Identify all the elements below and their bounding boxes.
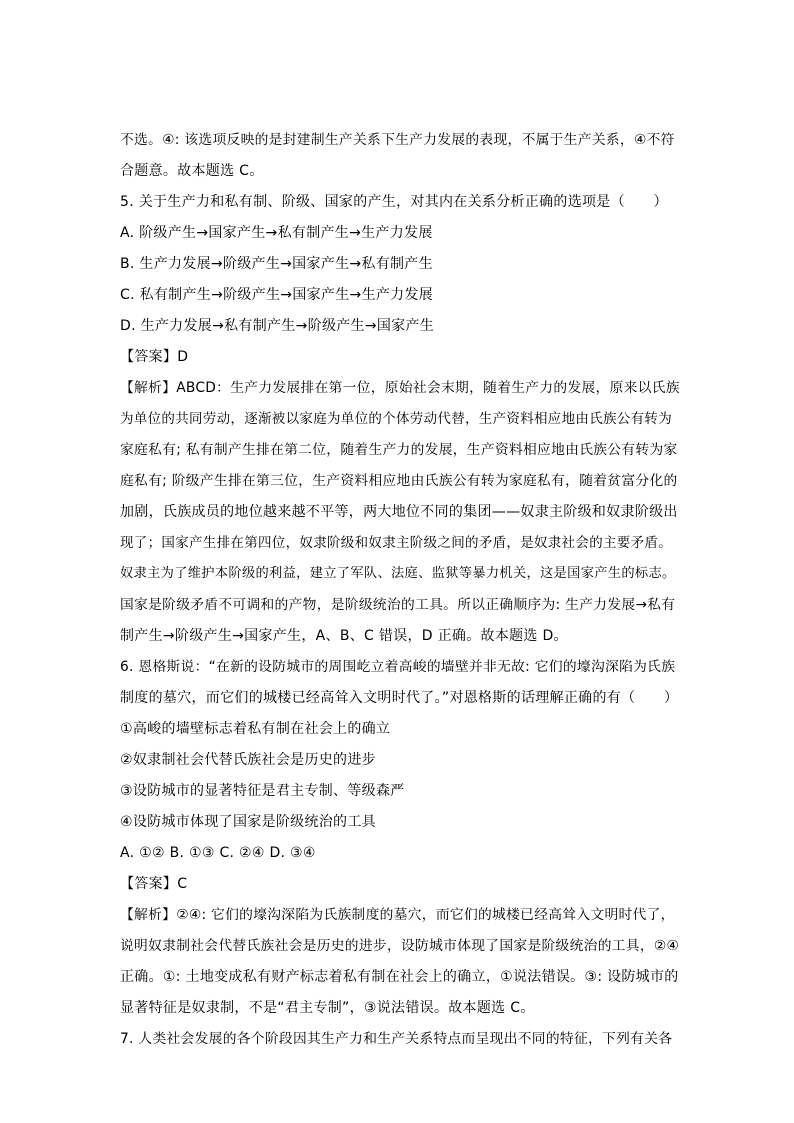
question-6-stem: 6. 恩格斯说：“在新的设防城市的周围屹立着高峻的墙壁并非无故: 它们的壕沟深陷为氏族 — [120, 659, 676, 675]
option-a: A. 阶级产生→国家产生→私有制产生→生产力发展 — [120, 225, 433, 241]
choice-options: A. ①② B. ①③ C. ②④ D. ③④ — [120, 845, 316, 861]
option-d: D. 生产力发展→私有制产生→阶级产生→国家产生 — [120, 318, 435, 334]
statement-2: ②奴隶制社会代替氏族社会是历史的进步 — [120, 752, 376, 768]
option-c: C. 私有制产生→阶级产生→国家产生→生产力发展 — [120, 287, 434, 303]
statement-4: ④设防城市体现了国家是阶级统治的工具 — [120, 814, 376, 830]
analysis-line: 奴隶主为了维护本阶级的利益，建立了军队、法庭、监狱等暴力机关，这是国家产生的标志。 — [120, 566, 676, 581]
analysis-line: 国家是阶级矛盾不可调和的产物，是阶级统治的工具。所以正确顺序为: 生产力发展→私有 — [120, 597, 676, 613]
text-line: 不选。④: 该选项反映的是封建制生产关系下生产力发展的表现，不属于生产关系，④不符 — [120, 132, 675, 148]
analysis-line: 【解析】ABCD：生产力发展排在第一位，原始社会末期，随着生产力的发展，原来以氏族 — [120, 380, 680, 396]
question-6-stem: 制度的墓穴，而它们的城楼已经高耸入文明时代了。”对恩格斯的话理解正确的有（ ） — [120, 690, 679, 706]
analysis-line: 显著特征是奴隶制，不是“君主专制”，③说法错误。故本题选 C。 — [120, 1000, 535, 1016]
option-b: B. 生产力发展→阶级产生→国家产生→私有制产生 — [120, 256, 433, 272]
analysis-line: 说明奴隶制社会代替氏族社会是历史的进步，设防城市体现了国家是阶级统治的工具，②④ — [120, 938, 680, 954]
statement-1: ①高峻的墙壁标志着私有制在社会上的确立 — [120, 721, 391, 737]
analysis-line: 加剧，氏族成员的地位越来越不平等，两大地位不同的集团——奴隶主阶级和奴隶阶级出 — [120, 504, 678, 520]
question-7-stem: 7. 人类社会发展的各个阶段因其生产力和生产关系特点而呈现出不同的特征，下列有关各 — [120, 1031, 673, 1047]
statement-3: ③设防城市的显著特征是君主专制、等级森严 — [120, 783, 405, 799]
question-5-stem: 5. 关于生产力和私有制、阶级、国家的产生，对其内在关系分析正确的选项是（ ） — [120, 194, 668, 210]
analysis-line: 为单位的共同劳动，逐渐被以家庭为单位的个体劳动代替，生产资料相应地由氏族公有转为 — [120, 411, 672, 427]
answer-label: 【答案】C — [120, 876, 188, 892]
answer-label: 【答案】D — [120, 349, 189, 365]
analysis-line: 正确。①: 土地变成私有财产标志着私有制在社会上的确立，①说法错误。③: 设防城市的 — [120, 969, 679, 985]
text-line: 合题意。故本题选 C。 — [120, 163, 264, 179]
analysis-line: 制产生→阶级产生→国家产生，A、B、C 错误，D 正确。故本题选 D。 — [120, 628, 568, 644]
analysis-line: 庭私有; 阶级产生排在第三位，生产资料相应地由氏族公有转为家庭私有，随着贫富分化的 — [120, 473, 678, 489]
analysis-line: 家庭私有; 私有制产生排在第二位，随着生产力的发展，生产资料相应地由氏族公有转为家 — [120, 442, 678, 458]
analysis-line: 【解析】②④: 它们的壕沟深陷为氏族制度的墓穴，而它们的城楼已经高耸入文明时代了， — [120, 907, 675, 923]
analysis-line: 现了；国家产生排在第四位，奴隶阶级和奴隶主阶级之间的矛盾，是奴隶社会的主要矛盾。 — [120, 535, 672, 551]
